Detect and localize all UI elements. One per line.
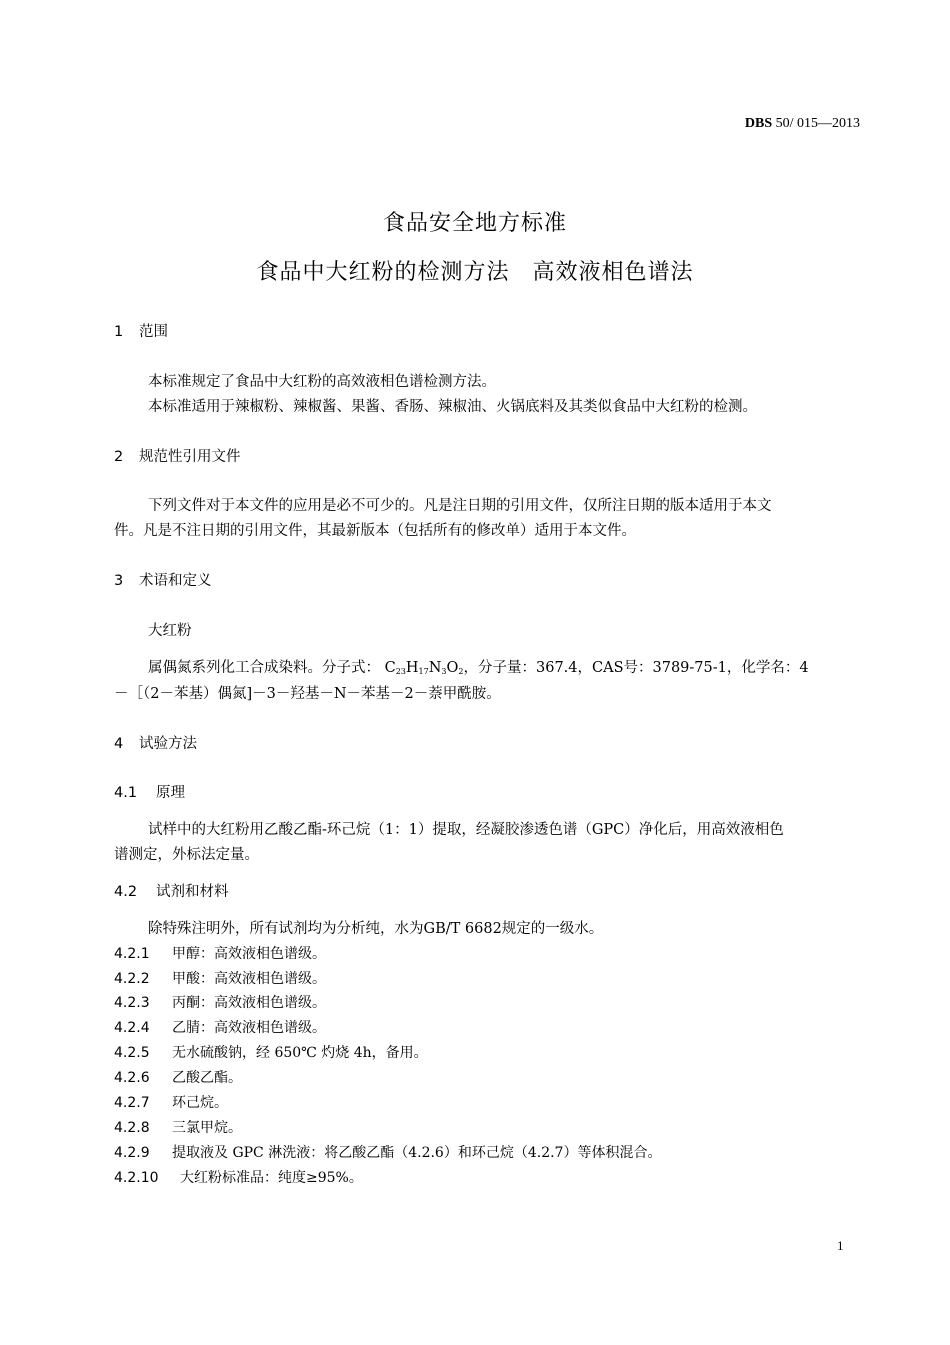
list-item: 4.2.9 提取液及 GPC 淋洗液：将乙酸乙酯（4.2.6）和环己烷（4.2.7）等体积混合。: [114, 1145, 662, 1161]
section-4-1-paragraph-line-1: 试样中的大红粉用乙酸乙酯-环己烷（1：1）提取，经凝胶渗透色谱（GPC）净化后，用高效液相色: [148, 822, 784, 838]
section-1-heading: 1 范围: [114, 324, 168, 340]
list-item: 4.2.7 环己烷。: [114, 1095, 228, 1111]
document-title: 食品安全地方标准: [382, 211, 567, 236]
section-4-heading: 4 试验方法: [114, 736, 197, 752]
section-1-paragraph-1: 本标准规定了食品中大红粉的高效液相色谱检测方法。: [148, 374, 496, 390]
section-4-1-heading: 4.1 原理: [114, 785, 185, 801]
section-4-1-paragraph-line-2: 谱测定，外标法定量。: [114, 847, 259, 863]
list-item: 4.2.3 丙酮：高效液相色谱级。: [114, 995, 326, 1011]
section-2-heading: 2 规范性引用文件: [114, 449, 241, 465]
section-3-heading: 3 术语和定义: [114, 573, 212, 589]
standard-code: DBS 50/ 015—2013: [744, 116, 860, 131]
list-item: 4.2.6 乙酸乙酯。: [114, 1070, 242, 1086]
section-2-paragraph-line-2: 件。凡是不注日期的引用文件，其最新版本（包括所有的修改单）适用于本文件。: [114, 523, 636, 539]
section-1-paragraph-2: 本标准适用于辣椒粉、辣椒酱、果酱、香肠、辣椒油、火锅底料及其类似食品中大红粉的检测。: [148, 399, 757, 415]
term-heading: 大红粉: [148, 623, 192, 639]
term-definition-line-1: 属偶氮系列化工合成染料。分子式： $C_{23}H_{17}N_3O_2$，分子量：367.4，CAS号：3789-75-1，化学名：4: [148, 660, 809, 676]
list-item: 4.2.10 大红粉标准品：纯度≥95%。: [114, 1170, 363, 1186]
list-item: 4.2.2 甲酸：高效液相色谱级。: [114, 971, 326, 987]
section-4-2-intro: 除特殊注明外，所有试剂均为分析纯，水为GB/T 6682规定的一级水。: [148, 921, 604, 937]
list-item: 4.2.4 乙腈：高效液相色谱级。: [114, 1020, 326, 1036]
list-item: 4.2.1 甲醇：高效液相色谱级。: [114, 946, 326, 962]
list-item: 4.2.8 三氯甲烷。: [114, 1120, 242, 1136]
list-item: 4.2.5 无水硫酸钠，经 650℃ 灼烧 4h，备用。: [114, 1045, 428, 1061]
document-subtitle: 食品中大红粉的检测方法 高效液相色谱法: [256, 260, 694, 285]
section-4-2-heading: 4.2 试剂和材料: [114, 884, 229, 900]
section-2-paragraph-line-1: 下列文件对于本文件的应用是必不可少的。凡是注日期的引用文件，仅所注日期的版本适用于本文: [148, 498, 772, 514]
term-definition-line-2: －［（2－苯基）偶氮]－3－羟基－N－苯基－2－萘甲酰胺。: [114, 686, 501, 702]
page-number: 1: [837, 1238, 844, 1253]
